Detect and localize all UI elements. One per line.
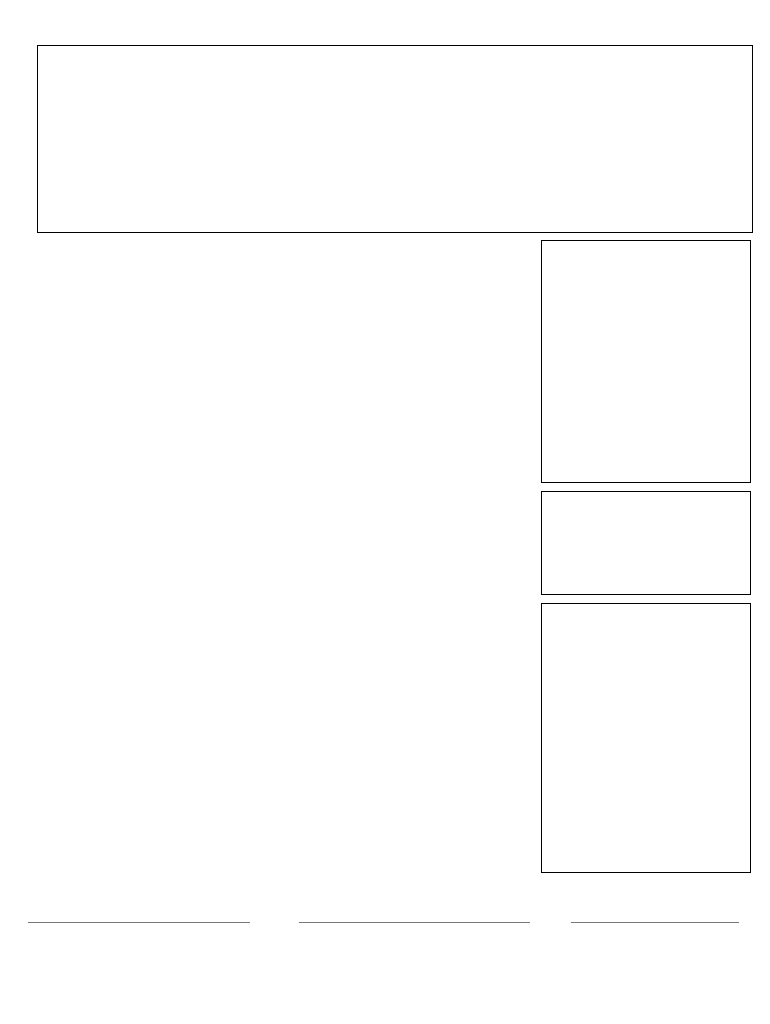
notes-box	[541, 603, 751, 873]
name-title-line[interactable]	[299, 922, 530, 923]
date-line[interactable]	[571, 922, 739, 923]
transcript-header	[37, 45, 753, 233]
test-record-box	[541, 240, 751, 483]
grading-key-box	[541, 491, 751, 595]
admin-signature-line[interactable]	[28, 922, 250, 923]
